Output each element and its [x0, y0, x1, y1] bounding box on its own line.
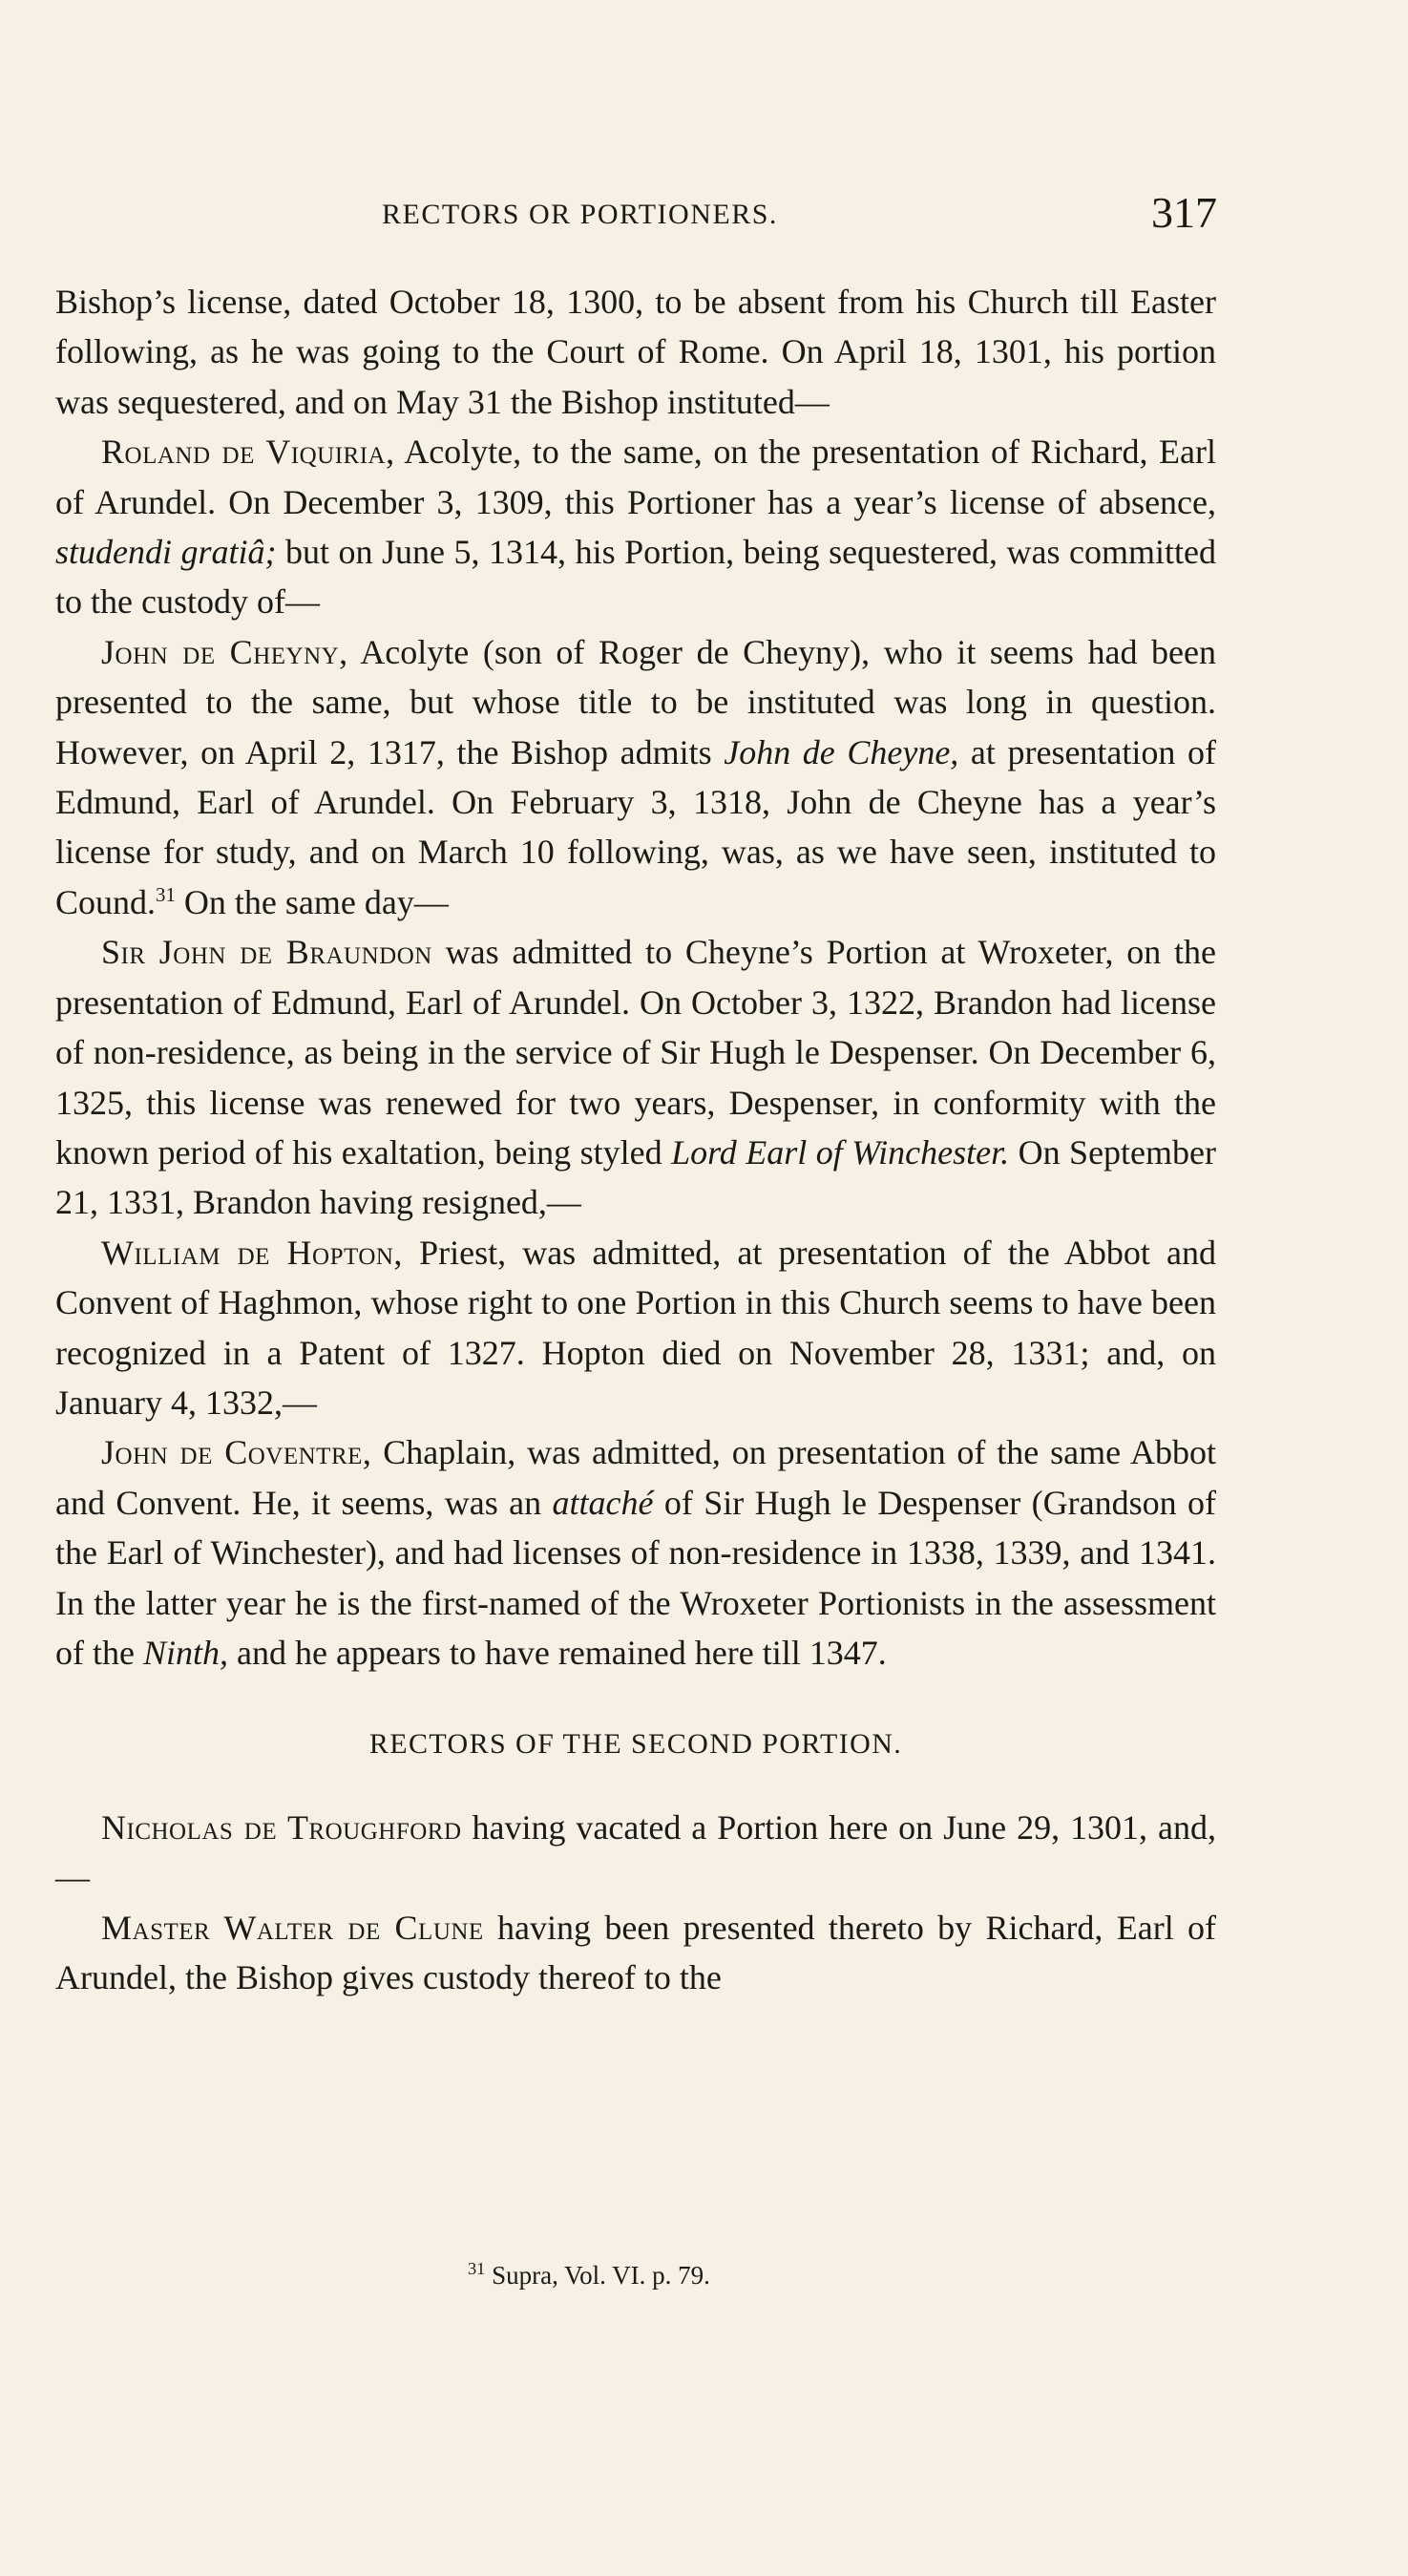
paragraph-text: Chaplain, was admitted, on presentation of the same Abbot and Convent. He, it seems, was an: [55, 1433, 1216, 1522]
paragraph-text: On September 21, 1331, Brandon having resigned,—: [55, 1132, 1217, 1222]
running-head: [57, 187, 1217, 241]
paragraph-text: having vacated a Portion here on June 29, 1301, and,—: [55, 1807, 1216, 1897]
page-number: 317: [1151, 188, 1217, 237]
paragraph: [55, 1427, 1216, 1678]
running-title: RECTORS OR PORTIONERS.: [382, 199, 778, 230]
paragraph: [55, 627, 1216, 927]
paragraph-text: On the same day—: [175, 882, 449, 921]
footnote-ref[interactable]: 31: [156, 882, 176, 906]
paragraph-text: of Sir Hugh le Despenser (Grandson of the Earl of Winchester), and had licenses of non-residence in 1338, 1339, and 1341. In the latter year he is the first-named of the Wroxeter Portionists in the assessment of the: [55, 1483, 1216, 1672]
paragraph: [55, 1803, 1216, 1903]
body-text: [55, 277, 1216, 2002]
paragraph-text: at presentation of Edmund, Earl of Arundel. On February 3, 1318, John de Cheyne has a year’s license for study, and on March 10 following, was, as we have seen, instituted to Cound.: [55, 732, 1216, 921]
paragraph-text: having been presented thereto by Richard, Earl of Arundel, the Bishop gives custody thereof to the: [55, 1908, 1217, 1996]
section-heading: RECTORS OF THE SECOND PORTION.: [368, 1728, 903, 1761]
italic-title: Lord Earl of Winchester.: [671, 1132, 1010, 1172]
italic-word: attaché: [552, 1483, 654, 1522]
footnote-number: 31: [468, 2259, 486, 2278]
rector-name: Roland de Viquiria,: [101, 433, 395, 472]
paragraph: [55, 427, 1216, 627]
rector-name: Sir John de Braundon: [101, 933, 432, 972]
paragraph-text: and he appears to have remained here till 1347.: [227, 1633, 887, 1672]
italic-word: Ninth,: [142, 1633, 228, 1672]
italic-name: John de Cheyne,: [724, 732, 959, 771]
paragraph-text: but on June 5, 1314, his Portion, being sequestered, was committed to the custody of—: [55, 533, 1217, 622]
footnote-text: Supra, Vol. VI. p. 79.: [485, 2261, 710, 2290]
paragraph-text: Acolyte (son of Roger de Cheyny), who it seems had been presented to the same, but whose title to be instituted was long in question. However, on April 2, 1317, the Bishop admits: [55, 632, 1217, 771]
paragraph-text: was admitted to Cheyne’s Portion at Wroxeter, on the presentation of Edmund, Earl of Arundel. On October 3, 1322, Brandon had license of non-residence, as being in the service of Sir Hugh le Despenser. On December 6, 1325, this license was renewed for two years, Despenser, in conformity with the known period of his exaltation, being styled: [55, 933, 1216, 1172]
paragraph: [55, 1228, 1216, 1428]
paragraph: [55, 927, 1216, 1227]
rector-name: John de Coventre,: [101, 1433, 372, 1472]
paragraph: [55, 1903, 1216, 2003]
paragraph: [55, 277, 1216, 427]
latin-phrase: studendi gratiâ;: [55, 533, 277, 572]
rector-name: William de Hopton,: [101, 1233, 403, 1272]
footnote: [468, 2261, 710, 2291]
rector-name: Master Walter de Clune: [101, 1908, 484, 1947]
paragraph-text: Priest, was admitted, at presentation of the Abbot and Convent of Haghmon, whose right to one Portion in this Church seems to have been recognized in a Patent of 1327. Hopton died on November 28, 1331; and, on January 4, 1332,—: [55, 1233, 1216, 1422]
paragraph-text: Acolyte, to the same, on the presentation of Richard, Earl of Arundel. On December 3, 1309, this Portioner has a year’s license of absence,: [55, 433, 1216, 521]
rector-name: Nicholas de Troughford: [101, 1807, 462, 1847]
paragraph-text: Bishop’s license, dated October 18, 1300, to be absent from his Church till Easter following, as he was going to the Court of Rome. On April 18, 1301, his portion was sequestered, and on May 31 the Bishop instituted—: [55, 283, 1216, 421]
rector-name: John de Cheyny,: [101, 632, 348, 671]
